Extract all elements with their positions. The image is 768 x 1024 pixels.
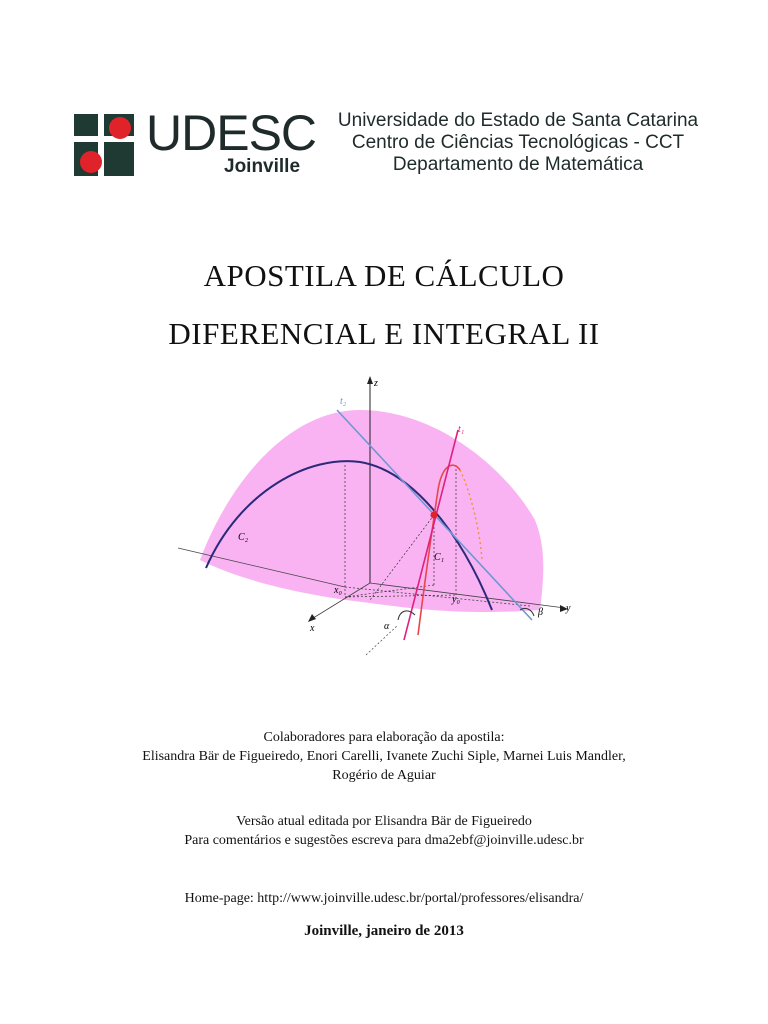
surface-tangent-figure bbox=[170, 370, 590, 670]
tangent-point bbox=[431, 512, 438, 519]
label-y: y bbox=[566, 603, 571, 614]
label-c2: C₂ bbox=[238, 532, 249, 543]
label-z: z bbox=[374, 378, 378, 389]
logo-wordmark: UDESC bbox=[146, 105, 317, 161]
institution-line: Centro de Ciências Tecnológicas - CCT bbox=[351, 132, 685, 153]
label-alpha: α bbox=[384, 621, 390, 632]
logo-city: Joinville bbox=[224, 156, 301, 177]
label-t1: t₁ bbox=[458, 424, 465, 435]
udesc-logo-icon bbox=[74, 114, 134, 176]
place-date: Joinville, janeiro de 2013 bbox=[304, 923, 464, 939]
collaborators-names-2: Rogério de Aguiar bbox=[332, 768, 436, 783]
institution-line: Departamento de Matemática bbox=[392, 154, 644, 175]
title-line-1: APOSTILA DE CÁLCULO bbox=[203, 258, 565, 293]
version-editor: Versão atual editada por Elisandra Bär de Figueiredo bbox=[236, 814, 532, 829]
header bbox=[74, 105, 714, 178]
label-c1: C₁ bbox=[434, 552, 445, 563]
contact-email: Para comentários e sugestões escreva para dma2ebf@joinville.udesc.br bbox=[184, 833, 584, 848]
version-block bbox=[0, 812, 768, 850]
collaborators-names: Elisandra Bär de Figueiredo, Enori Carelli, Ivanete Zuchi Siple, Marnei Luis Mandler, bbox=[142, 749, 626, 764]
collaborators-heading: Colaboradores para elaboração da apostila: bbox=[263, 730, 505, 745]
label-x0: x₀ bbox=[334, 585, 342, 596]
label-x: x bbox=[310, 623, 315, 634]
surface bbox=[200, 410, 543, 612]
label-t2: t₂ bbox=[340, 396, 347, 407]
label-beta: β bbox=[538, 607, 543, 618]
institution-block bbox=[328, 110, 708, 176]
institution-line: Universidade do Estado de Santa Catarina bbox=[337, 110, 699, 131]
label-y0: y₀ bbox=[452, 594, 460, 605]
collaborators-block bbox=[0, 728, 768, 785]
homepage: Home-page: http://www.joinville.udesc.br/portal/professores/elisandra/ bbox=[184, 891, 584, 906]
title-line-2: DIFERENCIAL E INTEGRAL II bbox=[168, 316, 600, 351]
